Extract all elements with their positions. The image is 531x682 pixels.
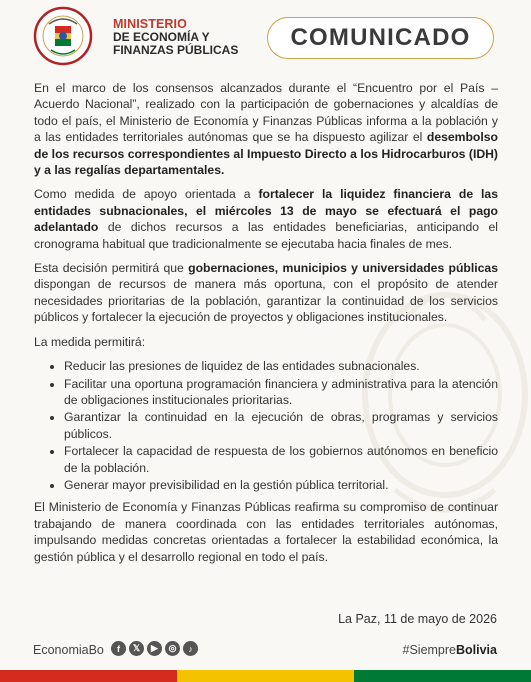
communique-badge: COMUNICADO bbox=[267, 17, 494, 59]
paragraph-3-bold: gobernaciones, municipios y universidades públicas bbox=[188, 261, 498, 276]
paragraph-4: El Ministerio de Economía y Finanzas Públicas reafirma su compromiso de continuar trabajando de manera coordinada con las entidades territoriales autónomas, impulsando medidas concretas orientadas a fortalecer la estabilidad económica, la gestión pública y el desarrollo regional en todo el país. bbox=[34, 500, 498, 564]
x-icon[interactable]: 𝕏 bbox=[129, 641, 144, 656]
flag-stripe-green bbox=[354, 670, 531, 682]
paragraph-2-text: Como medida de apoyo orientada a bbox=[34, 187, 259, 202]
ministry-name-line2: DE ECONOMÍA Y bbox=[113, 30, 210, 44]
tiktok-icon[interactable]: ♪ bbox=[183, 641, 198, 656]
ministry-name bbox=[113, 18, 238, 57]
facebook-icon[interactable]: f bbox=[111, 641, 126, 656]
paragraph-1-text: En el marco de los consensos alcanzados durante el “Encuentro por el País – Acuerdo Nacional”, realizado con la participación de gobernaciones y alcaldías de todo el país, el Ministerio de Economía y Finanzas Públicas informa a la población y a las entidades territoriales autónomas que se ha dispuesto agilizar el bbox=[34, 81, 498, 145]
list-item: • Reducir las presiones de liquidez de las entidades subnacionales. bbox=[64, 358, 498, 374]
paragraph-3-text: Esta decisión permitirá que bbox=[34, 261, 189, 276]
header bbox=[0, 0, 531, 72]
paragraph-3-text-end: dispongan de recursos de manera más oportuna, con el propósito de atender necesidades prioritarias de la población, garantizar la continuidad de los servicios públicos y fortalecer la ejecución de proyectos y obligaciones institucionales. bbox=[34, 277, 498, 325]
paragraph-2 bbox=[34, 186, 498, 252]
flag-stripe-red bbox=[0, 670, 177, 682]
ministry-seal-logo bbox=[29, 6, 97, 66]
social-icons bbox=[111, 641, 198, 656]
ministry-name-line3: FINANZAS PÚBLICAS bbox=[113, 43, 239, 57]
hashtag-bold: Bolivia bbox=[456, 643, 497, 657]
date-line: La Paz, 11 de mayo de 2026 bbox=[338, 612, 497, 626]
measures-list bbox=[34, 358, 498, 493]
paragraph-2-text-end: de dichos recursos a las entidades beneficiarias, anticipando el cronograma habitual que tradicionalmente se ejecutaba hacia finales de mes. bbox=[34, 220, 498, 251]
hashtag-prefix: #Siempre bbox=[402, 643, 456, 657]
paragraph-1-bold: desembolso de los recursos correspondientes al Impuesto Directo a los Hidrocarburos (IDH) y a las regalías departamentales. bbox=[34, 130, 498, 178]
flag-stripe-yellow bbox=[177, 670, 354, 682]
hashtag bbox=[403, 643, 498, 657]
footer bbox=[0, 640, 531, 664]
list-intro: La medida permitirá: bbox=[34, 334, 146, 349]
instagram-icon[interactable]: ◎ bbox=[165, 641, 180, 656]
communique-body bbox=[34, 80, 498, 573]
flag-stripe bbox=[0, 670, 531, 682]
ministry-name-line1: MINISTERIO bbox=[113, 17, 187, 31]
social-handle: EconomiaBo bbox=[33, 643, 104, 657]
youtube-icon[interactable]: ▶ bbox=[147, 641, 162, 656]
paragraph-2-bold: fortalecer la liquidez financiera de las entidades subnacionales, el miércoles 13 de mayo se efectuará el pago adelantado bbox=[34, 187, 498, 235]
list-item: • Generar mayor previsibilidad en la gestión pública territorial. bbox=[64, 477, 498, 493]
paragraph-3 bbox=[34, 260, 498, 326]
list-item: • Garantizar la continuidad en la ejecución de obras, programas y servicios públicos. bbox=[64, 409, 498, 442]
paragraph-1 bbox=[34, 80, 498, 178]
list-item: • Facilitar una oportuna programación financiera y administrativa para la atención de obligaciones institucionales prioritarias. bbox=[64, 376, 498, 409]
list-item: • Fortalecer la capacidad de respuesta de los gobiernos autónomos en beneficio de la población. bbox=[64, 443, 498, 476]
